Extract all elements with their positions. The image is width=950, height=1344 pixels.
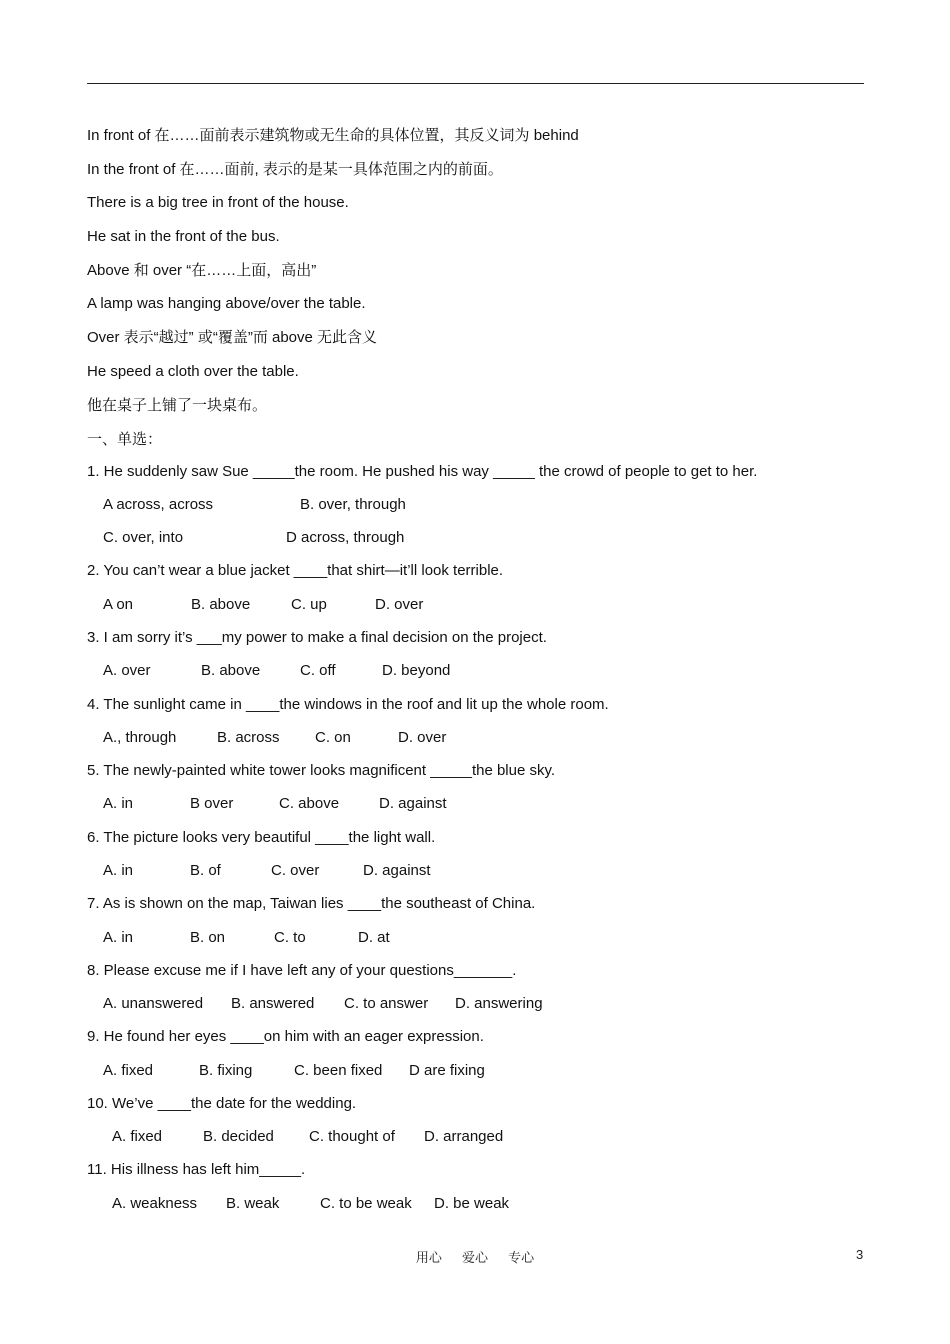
option-d: D. answering [455, 995, 543, 1012]
option-d: D are fixing [409, 1062, 485, 1079]
option-a: A. fixed [103, 1062, 154, 1079]
option-c: C. to answer [344, 995, 429, 1012]
option-c: C. thought of [309, 1128, 395, 1145]
option-c: C. been fixed [294, 1062, 383, 1079]
option-a: A. fixed [112, 1128, 163, 1145]
question-stem: 9. He found her eyes ____on him with an eager expression. [87, 1028, 484, 1045]
question-stem: 2. You can’t wear a blue jacket ____that shirt—it’ll look terrible. [87, 562, 504, 579]
note-line: There is a big tree in front of the house. [87, 194, 349, 211]
option-c: C. over, into [103, 529, 184, 546]
option-d: D. over [398, 729, 447, 746]
option-b: B over [190, 795, 234, 812]
option-a: A. in [103, 795, 134, 812]
option-a: A. unanswered [103, 995, 204, 1012]
option-b: B. fixing [199, 1062, 253, 1079]
section-title: 一、单选： [87, 431, 163, 448]
footer-word: 爱心 [461, 1251, 488, 1266]
footer-word: 用心 [415, 1251, 442, 1266]
option-b: B. answered [231, 995, 315, 1012]
option-b: B. of [190, 862, 221, 879]
question-stem: 7. As is shown on the map, Taiwan lies ____the southeast of China. [87, 895, 536, 912]
option-a: A. in [103, 862, 134, 879]
option-d: D. at [358, 929, 390, 946]
option-b: B. across [217, 729, 280, 746]
option-d: D. against [363, 862, 431, 879]
option-b: B. above [201, 662, 261, 679]
question-stem: 1. He suddenly saw Sue _____the room. He pushed his way _____ the crowd of people to get to her. [87, 463, 758, 480]
option-b: B. decided [203, 1128, 274, 1145]
question-stem: 3. I am sorry it’s ___my power to make a final decision on the project. [87, 629, 547, 646]
option-d: D across, through [286, 529, 405, 546]
question-stem: 8. Please excuse me if I have left any of your questions_______. [87, 962, 517, 979]
option-d: D. against [379, 795, 447, 812]
option-a: A across, across [103, 496, 214, 513]
option-a: A., through [103, 729, 177, 746]
question-stem: 5. The newly-painted white tower looks magnificent _____the blue sky. [87, 762, 556, 779]
option-a: A. weakness [112, 1195, 198, 1212]
note-line: He sat in the front of the bus. [87, 228, 280, 245]
option-c: C. over [271, 862, 320, 879]
page-footer [0, 1247, 950, 1266]
option-a: A. over [103, 662, 151, 679]
footer-word: 专心 [508, 1251, 535, 1266]
option-d: D. be weak [434, 1195, 510, 1212]
note-line: In front of 在……面前表示建筑物或无生命的具体位置，其反义词为 behind [87, 127, 579, 144]
option-c: C. to be weak [320, 1195, 412, 1212]
option-b: B. above [191, 596, 251, 613]
note-line: Above 和 over “在……上面，高出” [87, 262, 317, 279]
note-line: Over 表示“越过” 或“覆盖”而 above 无此含义 [87, 329, 378, 346]
option-b: B. over, through [300, 496, 406, 513]
question-stem: 6. The picture looks very beautiful ____the light wall. [87, 829, 436, 846]
option-d: D. beyond [382, 662, 451, 679]
question-stem: 11. His illness has left him_____. [87, 1161, 306, 1178]
note-line: In the front of 在……面前, 表示的是某一具体范围之内的前面。 [87, 161, 503, 178]
question-stem: 4. The sunlight came in ____the windows in the roof and lit up the whole room. [87, 696, 609, 713]
option-c: C. up [291, 596, 327, 613]
option-a: A on [103, 596, 134, 613]
option-c: C. off [300, 662, 336, 679]
page-number: 3 [856, 1247, 864, 1262]
note-line: A lamp was hanging above/over the table. [87, 295, 366, 312]
option-b: B. weak [226, 1195, 280, 1212]
option-c: C. on [315, 729, 351, 746]
header-rule [87, 83, 864, 84]
question-stem: 10. We’ve ____the date for the wedding. [87, 1095, 357, 1112]
note-line: He speed a cloth over the table. [87, 363, 299, 380]
option-d: D. over [375, 596, 424, 613]
note-line: 他在桌子上铺了一块桌布。 [87, 397, 268, 414]
option-a: A. in [103, 929, 134, 946]
option-c: C. to [274, 929, 306, 946]
option-d: D. arranged [424, 1128, 504, 1145]
option-c: C. above [279, 795, 340, 812]
option-b: B. on [190, 929, 226, 946]
